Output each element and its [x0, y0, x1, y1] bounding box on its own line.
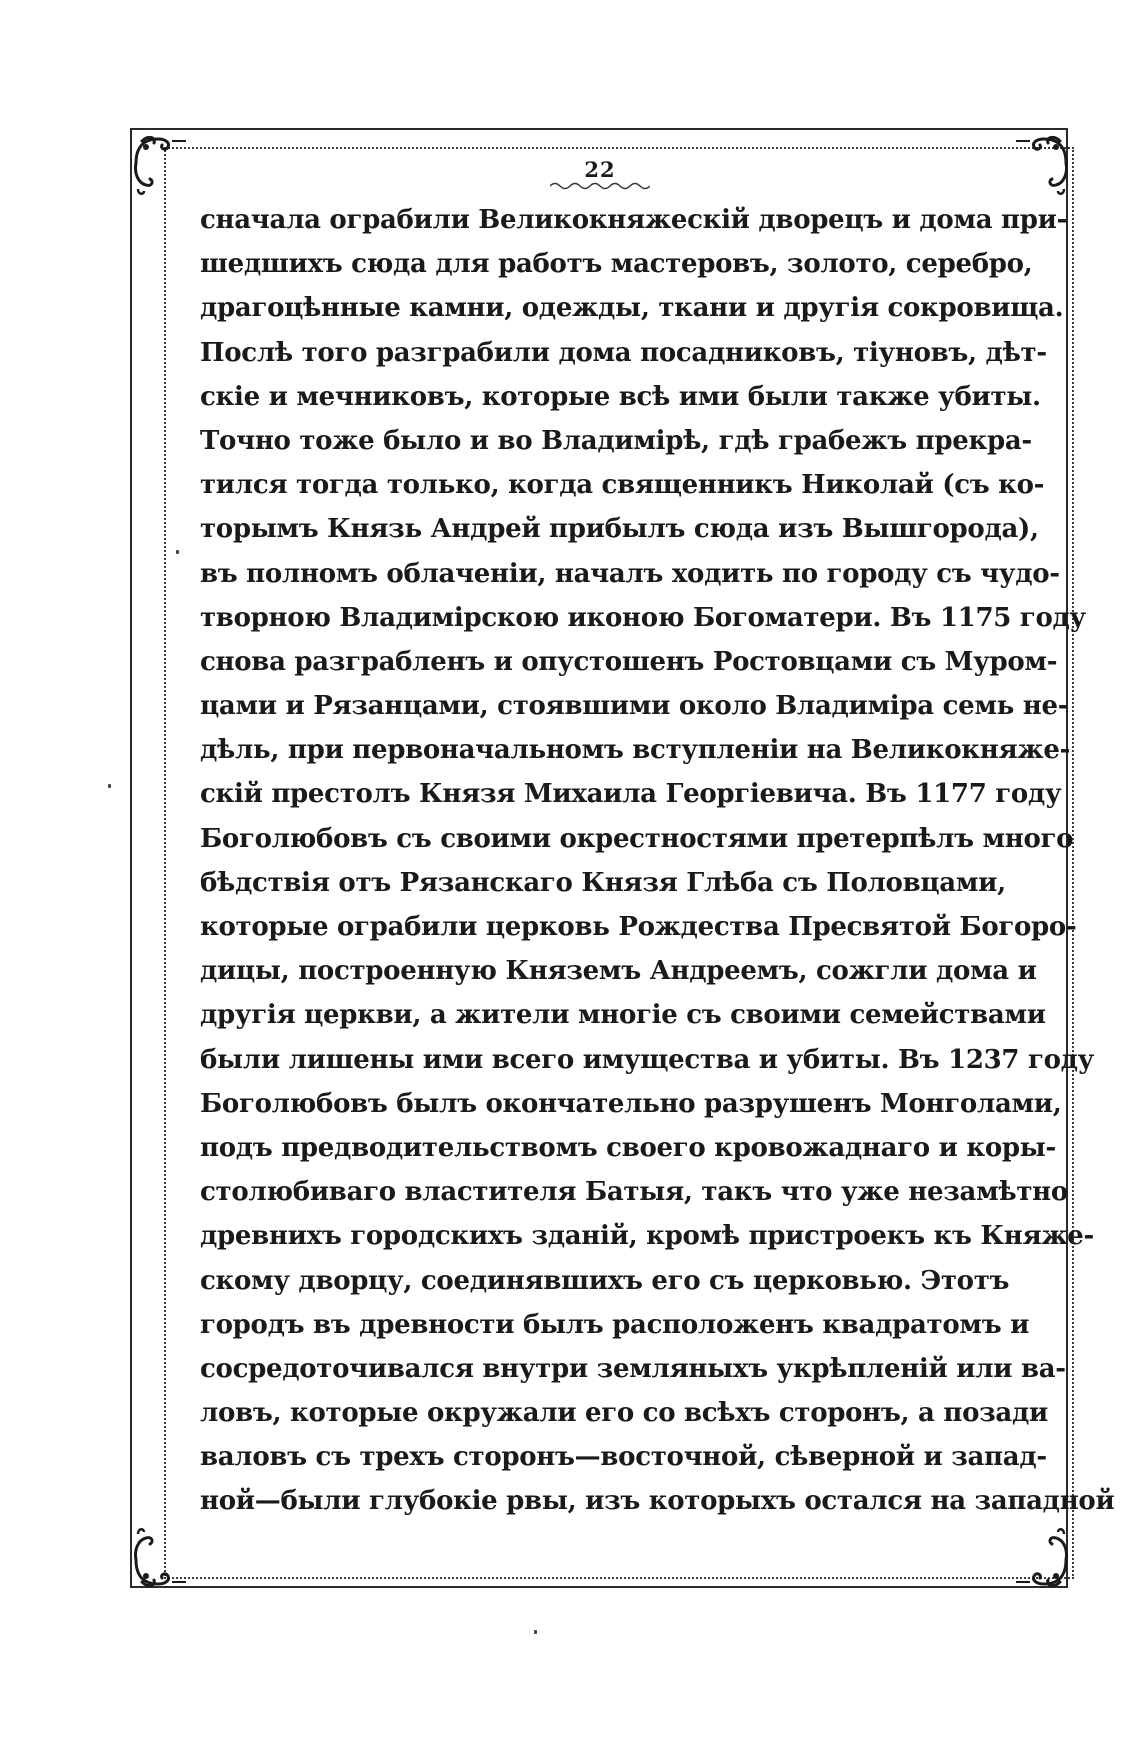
text-line: городъ въ древности былъ расположенъ квадратомъ и: [200, 1309, 1030, 1340]
corner-ornament-icon: [1014, 1526, 1070, 1590]
corner-ornament-icon: [132, 1526, 188, 1590]
text-line: подъ предводительствомъ своего кровожаднаго и коры-: [200, 1132, 1056, 1163]
text-line: были лишены ими всего имущества и убиты. Въ 1237 году: [200, 1044, 1094, 1075]
text-line: скій престолъ Князя Михаила Георгіевича. Въ 1177 году: [200, 779, 1062, 810]
text-line: Боголюбовъ былъ окончательно разрушенъ Монголами,: [200, 1088, 1062, 1119]
text-line: драгоцѣнные камни, одежды, ткани и другія сокровища.: [200, 293, 1064, 324]
print-speck: [108, 784, 111, 788]
text-line: Послѣ того разграбили дома посадниковъ, тіуновъ, дѣт-: [200, 337, 1047, 368]
text-line: Точно тоже было и во Владимірѣ, гдѣ грабежъ прекра-: [200, 425, 1032, 456]
text-line: шедшихъ сюда для работъ мастеровъ, золото, серебро,: [200, 249, 1033, 280]
text-line: другія церкви, а жители многіе съ своими семействами: [200, 1000, 1046, 1031]
text-line: тился тогда только, когда священникъ Николай (съ ко-: [200, 470, 1045, 501]
text-line: творною Владимірскою иконою Богоматери. Въ 1175 году: [200, 602, 1086, 633]
corner-ornament-icon: [1014, 133, 1070, 197]
text-line: торымъ Князь Андрей прибылъ сюда изъ Вышгорода),: [200, 514, 1039, 545]
text-line: сначала ограбили Великокняжескій дворецъ и дома при-: [200, 205, 1068, 235]
corner-ornament-icon: [132, 133, 188, 197]
body-text: [200, 198, 1115, 1524]
text-line: цами и Рязанцами, стоявшими около Владиміра семь не-: [200, 691, 1069, 722]
text-line: валовъ съ трехъ сторонъ—восточной, сѣверной и запад-: [200, 1442, 1047, 1473]
text-line: бѣдствія отъ Рязанскаго Князя Глѣба съ Половцами,: [200, 867, 1006, 898]
text-line: которые ограбили церковь Рождества Пресвятой Богоро-: [200, 912, 1077, 942]
text-line: скому дворцу, соединявшихъ его съ церковью. Этотъ: [200, 1265, 1010, 1296]
text-line: сосредоточивался внутри земляныхъ укрѣпленій или ва-: [200, 1353, 1066, 1384]
text-line: ной—были глубокіе рвы, изъ которыхъ остался на западной: [200, 1486, 1115, 1517]
text-line: столюбиваго властителя Батыя, такъ что уже незамѣтно: [200, 1177, 1068, 1208]
text-line: древнихъ городскихъ зданій, кромѣ пристроекъ къ Княже-: [200, 1221, 1095, 1252]
wavy-ornament-icon: [550, 181, 650, 191]
page-number: 22: [584, 157, 616, 182]
text-line: дицы, построенную Княземъ Андреемъ, сожгли дома и: [200, 956, 1037, 987]
text-line: Боголюбовъ съ своими окрестностями претерпѣлъ много: [200, 823, 1074, 854]
print-speck: [176, 550, 179, 554]
text-line: въ полномъ облаченіи, началъ ходить по городу съ чудо-: [200, 558, 1060, 589]
text-line: дѣль, при первоначальномъ вступленіи на Великокняже-: [200, 735, 1071, 766]
print-speck: [534, 1630, 537, 1634]
text-line: ловъ, которые окружали его со всѣхъ сторонъ, а позади: [200, 1398, 1048, 1429]
text-line: снова разграбленъ и опустошенъ Ростовцами съ Муром-: [200, 646, 1058, 677]
text-line: скіе и мечниковъ, которые всѣ ими были также убиты.: [200, 381, 1041, 412]
